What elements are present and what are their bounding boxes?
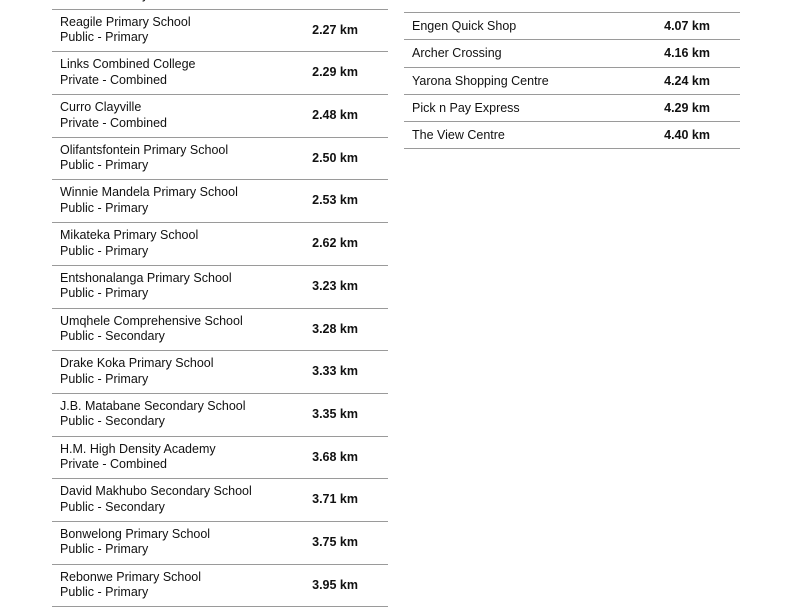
school-name: David Makhubo Secondary School <box>60 484 252 499</box>
school-type: Private - Combined <box>60 457 167 472</box>
school-row <box>52 180 388 223</box>
school-distance: 2.53 km <box>312 193 358 208</box>
school-name: Olifantsfontein Primary School <box>60 142 229 157</box>
school-row <box>52 0 388 10</box>
school-distance: 3.95 km <box>312 577 358 592</box>
school-name-block <box>60 570 201 601</box>
school-row <box>52 479 388 522</box>
school-type: Public - Primary <box>60 542 149 557</box>
school-row <box>52 394 388 437</box>
school-name-block <box>60 271 232 302</box>
school-row <box>52 351 388 394</box>
school-name: Bonwelong Primary School <box>60 526 211 541</box>
school-distance: 3.33 km <box>312 364 358 379</box>
school-type: Public - Primary <box>60 286 149 301</box>
amenity-row <box>404 0 740 13</box>
school-name-block <box>60 57 196 88</box>
school-name-block <box>60 356 214 387</box>
school-row <box>52 138 388 181</box>
school-type: Private - Combined <box>60 115 167 130</box>
school-row <box>52 223 388 266</box>
school-type <box>60 0 195 3</box>
schools-list <box>52 0 388 607</box>
school-name: Entshonalanga Primary School <box>60 270 232 285</box>
school-type: Public - Secondary <box>60 329 165 343</box>
amenity-row <box>404 122 740 149</box>
school-type: Public - Primary <box>60 243 149 258</box>
school-distance: 3.75 km <box>312 534 358 549</box>
amenity-distance: 4.40 km <box>664 127 710 142</box>
school-distance: 2.62 km <box>312 236 358 251</box>
school-name-block <box>60 442 216 473</box>
amenity-distance: 4.16 km <box>664 46 710 61</box>
school-name-block <box>60 484 252 515</box>
school-name-block <box>60 399 246 430</box>
amenity-name-block <box>412 101 520 117</box>
amenity-row <box>404 13 740 40</box>
school-distance: 3.71 km <box>312 492 358 507</box>
school-name: Drake Koka Primary School <box>60 356 214 371</box>
school-type: Public - Primary <box>60 200 149 215</box>
school-name-block <box>60 185 238 216</box>
amenity-name-block <box>412 128 505 144</box>
school-distance: 2.29 km <box>312 65 358 80</box>
amenity-row <box>404 95 740 122</box>
school-type: Private - Combined <box>60 72 167 87</box>
school-name-block <box>60 100 167 131</box>
amenity-name-block <box>412 46 502 62</box>
amenity-name: Yarona Shopping Centre <box>412 73 549 88</box>
school-row <box>52 437 388 480</box>
school-name: Rebonwe Primary School <box>60 569 202 584</box>
school-name: Links Combined College <box>60 57 196 72</box>
amenity-distance: 4.24 km <box>664 73 710 88</box>
school-type: Public - Primary <box>60 30 149 45</box>
school-row <box>52 52 388 95</box>
school-name: Winnie Mandela Primary School <box>60 185 238 200</box>
amenity-distance: 4.07 km <box>664 19 710 34</box>
school-distance: 2.27 km <box>312 22 358 37</box>
school-row <box>52 95 388 138</box>
school-row <box>52 10 388 53</box>
school-name-block <box>60 0 195 3</box>
school-distance: 3.35 km <box>312 406 358 421</box>
school-row <box>52 565 388 607</box>
school-name: Curro Clayville <box>60 100 142 115</box>
school-name-block <box>60 314 243 345</box>
school-name-block <box>60 143 228 174</box>
school-row <box>52 309 388 352</box>
school-name: Mikateka Primary School <box>60 228 199 243</box>
school-distance: 3.68 km <box>312 449 358 464</box>
school-name: Reagile Primary School <box>60 14 191 29</box>
school-name: J.B. Matabane Secondary School <box>60 398 246 413</box>
school-type: Public - Primary <box>60 371 149 386</box>
amenity-name: Pick n Pay Express <box>412 100 520 115</box>
school-name-block <box>60 15 191 46</box>
amenities-list <box>404 0 740 149</box>
school-name-block <box>60 228 198 259</box>
school-distance: 2.48 km <box>312 108 358 123</box>
amenity-name: Engen Quick Shop <box>412 19 517 34</box>
school-distance: 3.28 km <box>312 321 358 336</box>
amenity-distance: 4.29 km <box>664 100 710 115</box>
school-type: Public - Primary <box>60 585 149 600</box>
school-distance: 2.50 km <box>312 150 358 165</box>
school-type: Public - Primary <box>60 158 149 173</box>
amenity-name: Archer Crossing <box>412 46 502 61</box>
amenity-row <box>404 40 740 67</box>
amenity-name: The View Centre <box>412 127 505 142</box>
amenity-name-block <box>412 74 549 90</box>
amenity-name-block <box>412 19 516 35</box>
school-type: Public - Secondary <box>60 499 165 514</box>
school-row <box>52 522 388 565</box>
school-name: H.M. High Density Academy <box>60 441 216 456</box>
school-row <box>52 266 388 309</box>
school-name: Umqhele Comprehensive School <box>60 313 243 328</box>
school-name-block <box>60 527 210 558</box>
school-distance: 3.23 km <box>312 278 358 293</box>
amenity-row <box>404 68 740 95</box>
school-type: Public - Secondary <box>60 414 165 429</box>
